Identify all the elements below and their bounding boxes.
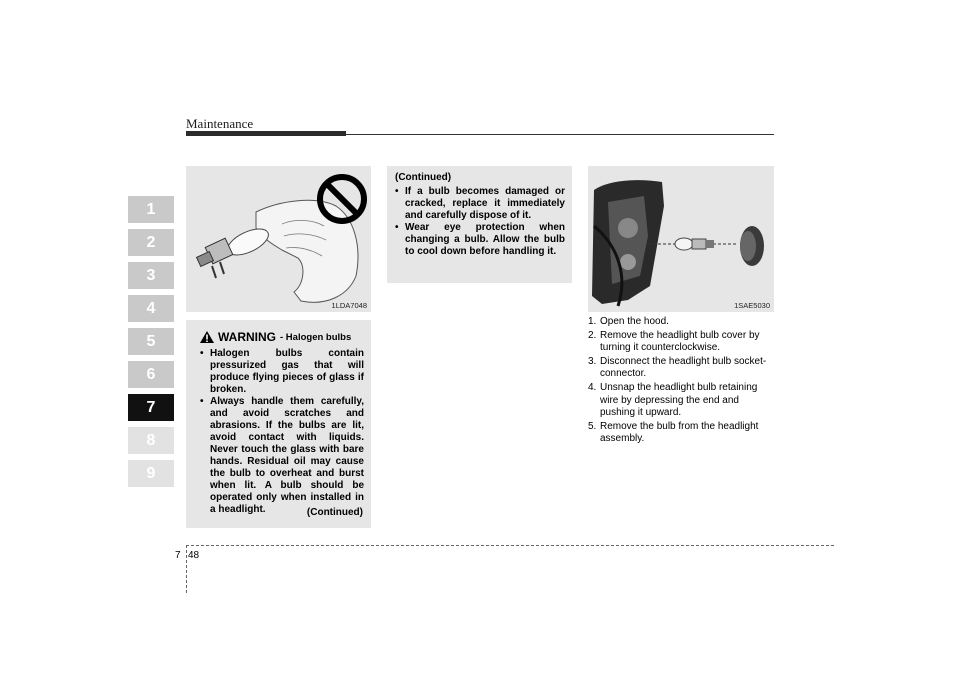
procedure-step bbox=[588, 330, 774, 355]
chapter-tab-6[interactable]: 6 bbox=[128, 361, 174, 388]
hand-holding-bulb-illustration bbox=[186, 166, 371, 312]
chapter-tab-5[interactable]: 5 bbox=[128, 328, 174, 355]
step-number: 4. bbox=[588, 381, 597, 393]
chapter-number: 7 bbox=[175, 550, 181, 561]
continued-warning-box bbox=[387, 166, 572, 283]
step-number: 2. bbox=[588, 329, 597, 341]
warning-bullet: • Always handle them carefully, and avoid scratches and abrasions. If the bulbs are lit, avoid contact with liquids. Never touch the glass with bare hands. Residual oil may cause the bulb to overheat and burst when lit. A bulb should be operated only when installed in a headlight. bbox=[200, 396, 364, 516]
halogen-bulb-figure bbox=[186, 166, 371, 312]
warning-bullet: • Halogen bulbs contain pressurized gas that will produce flying pieces of glass if broken. bbox=[200, 348, 364, 396]
step-text: Remove the bulb from the headlight assembly. bbox=[600, 420, 759, 445]
continued-title: (Continued) bbox=[395, 172, 452, 183]
procedure-steps bbox=[588, 316, 774, 447]
chapter-tab-7[interactable]: 7 bbox=[128, 394, 174, 421]
step-number: 3. bbox=[588, 355, 597, 367]
page-number: 48 bbox=[188, 550, 200, 561]
warning-heading bbox=[200, 330, 351, 344]
procedure-step bbox=[588, 356, 774, 381]
continued-bullet: • If a bulb becomes damaged or cracked, replace it immediately and carefully dispose of it. bbox=[395, 186, 565, 222]
warning-bullets bbox=[200, 348, 364, 516]
warning-subtitle: - Halogen bulbs bbox=[280, 331, 352, 343]
warning-title: WARNING bbox=[218, 330, 276, 344]
footer-divider bbox=[186, 545, 187, 593]
figure-code-label: 1SAE5030 bbox=[734, 301, 770, 310]
step-text: Disconnect the headlight bulb socket-connector. bbox=[600, 355, 767, 380]
chapter-tab-1[interactable]: 1 bbox=[128, 196, 174, 223]
step-text: Open the hood. bbox=[600, 316, 669, 327]
chapter-tab-4[interactable]: 4 bbox=[128, 295, 174, 322]
step-text: Unsnap the headlight bulb retaining wire by depressing the end and pushing it upward. bbox=[600, 381, 758, 419]
continued-bullets bbox=[395, 186, 565, 258]
headlight-bulb-removal-illustration bbox=[588, 166, 774, 312]
procedure-step bbox=[588, 316, 774, 329]
procedure-step bbox=[588, 382, 774, 420]
procedure-step bbox=[588, 421, 774, 446]
figure-code-label: 1LDA7048 bbox=[331, 301, 367, 310]
step-number: 1. bbox=[588, 316, 597, 327]
warning-box bbox=[186, 320, 371, 528]
step-text: Remove the headlight bulb cover by turning it counterclockwise. bbox=[600, 329, 760, 354]
chapter-tab-9[interactable]: 9 bbox=[128, 460, 174, 487]
header-rule-accent bbox=[186, 131, 346, 136]
warning-triangle-icon bbox=[200, 331, 214, 343]
chapter-tab-8[interactable]: 8 bbox=[128, 427, 174, 454]
continued-label: (Continued) bbox=[306, 507, 363, 518]
chapter-tab-2[interactable]: 2 bbox=[128, 229, 174, 256]
step-number: 5. bbox=[588, 420, 597, 432]
chapter-tab-3[interactable]: 3 bbox=[128, 262, 174, 289]
headlight-assembly-figure bbox=[588, 166, 774, 312]
continued-bullet: • Wear eye protection when changing a bulb. Allow the bulb to cool down before handling it. bbox=[395, 222, 565, 258]
page-header-title: Maintenance bbox=[186, 116, 254, 131]
footer-rule bbox=[186, 545, 834, 546]
